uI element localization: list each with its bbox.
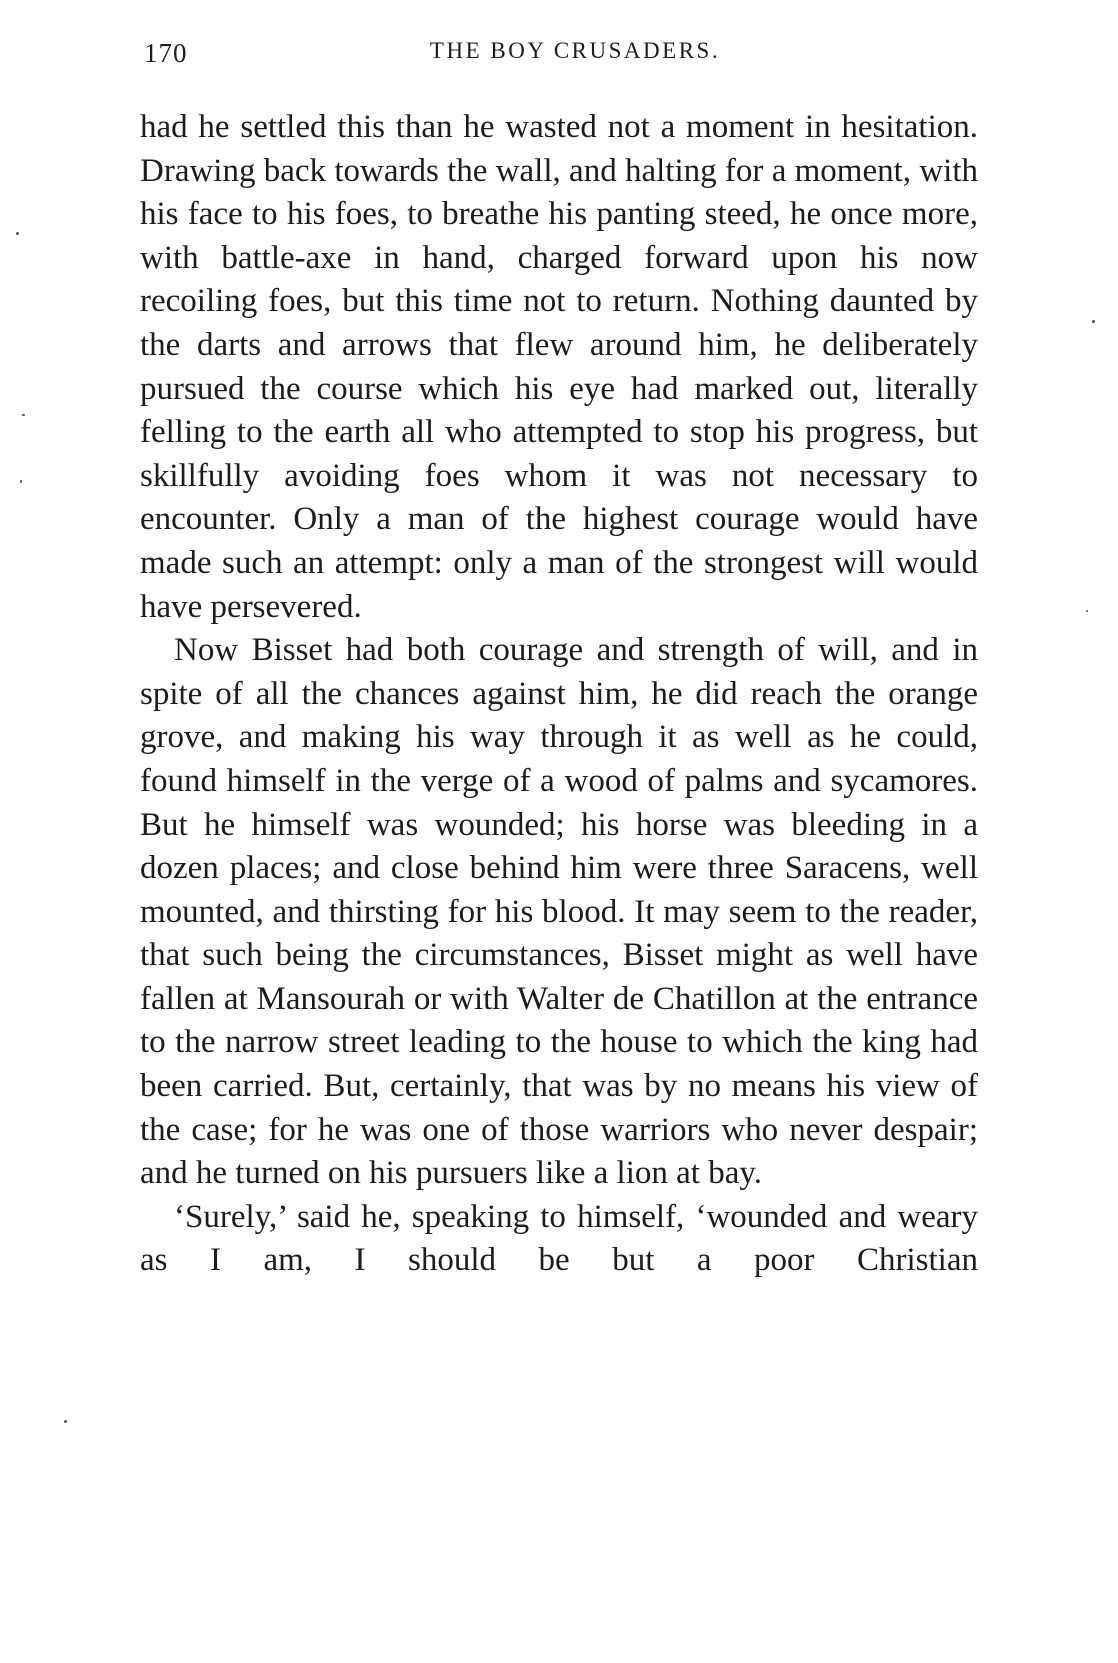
margin-speck	[16, 232, 19, 235]
margin-speck	[1092, 320, 1095, 323]
margin-speck	[22, 414, 25, 416]
paragraph-bisset: Now Bisset had both courage and strength of will, and in spite of all the chances against him, he did reach the orange grove, and making his way through it as well as he could, found himself in the verge of a wood of palms and sycamores. But he himself was wounded; his horse was bleeding in a dozen places; and close behind him were three Saracens, well mounted, and thirsting for his blood. It may seem to the reader, that such being the circumstances, Bisset might as well have fallen at Mansourah or with Walter de Chatillon at the entrance to the narrow street leading to the house to which the king had been carried. But, certainly, that was by no means his view of the case; for he was one of those warriors who never despair; and he turned on his pursuers like a lion at bay.	[140, 632, 978, 1192]
paragraph-surely: ‘Surely,’ said he, speaking to himself, ‘wounded and weary as I am, I should be but a poor Christian	[140, 1198, 978, 1279]
page-number: 170	[144, 38, 188, 68]
margin-speck	[64, 1420, 67, 1423]
margin-speck	[1086, 610, 1088, 612]
body-text	[140, 106, 978, 1283]
paragraph-continued: had he settled this than he wasted not a moment in hesitation. Drawing back towards the wall, and halting for a moment, with his face to his foes, to breathe his panting steed, he once more, with battle-axe in hand, charged forward upon his now recoiling foes, but this time not to return. Nothing daunted by the darts and arrows that flew around him, he deliberately pursued the course which his eye had marked out, literally felling to the earth all who attempted to stop his progress, but skillfully avoiding foes whom it was not necessary to encounter. Only a man of the highest courage would have made such an attempt: only a man of the strongest will would have persevered.	[140, 109, 978, 625]
running-title: THE BOY CRUSADERS.	[429, 38, 721, 63]
running-head	[140, 38, 980, 78]
margin-speck	[20, 480, 22, 483]
